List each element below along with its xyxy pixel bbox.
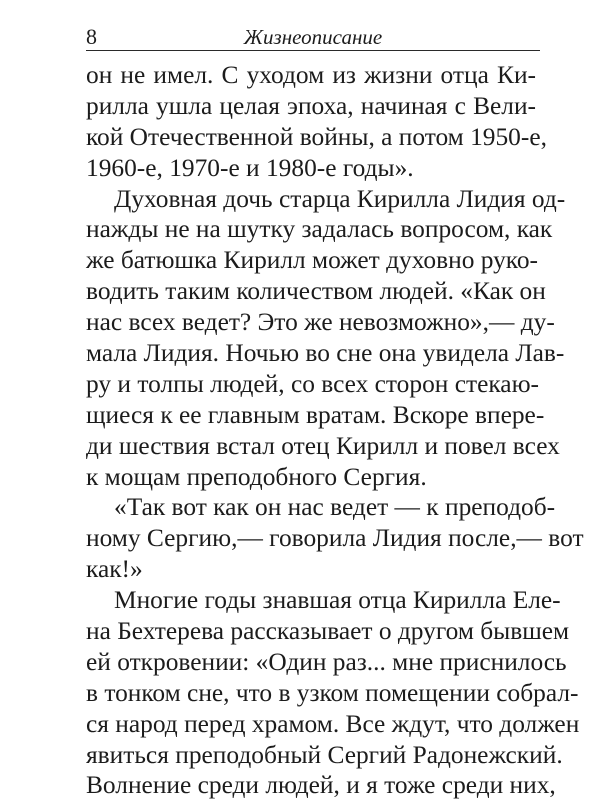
paragraph (86, 60, 547, 184)
text-line: «Так вот как он нас ведет — к преподоб- (114, 493, 556, 522)
text-line: в тонком сне, что в узком помещении собрал- (86, 678, 579, 707)
paragraph (86, 184, 566, 493)
page-number: 8 (86, 24, 97, 49)
body-text (86, 60, 584, 801)
text-line: к мощам преподобного Сергия. (86, 462, 427, 491)
text-line: рилла ушла целая эпоха, начиная с Вели- (86, 91, 536, 120)
text-line: мала Лидия. Ночью во сне она увидела Лав- (86, 339, 565, 368)
text-line: на Бехтерева рассказывает о другом бывшем (86, 617, 570, 646)
paragraph (86, 492, 584, 585)
text-line: кой Отечественной войны, а потом 1950-е, (86, 122, 547, 151)
text-line: 1960-е, 1970-е и 1980-е годы». (86, 153, 414, 182)
text-line: же батюшка Кирилл может духовно руко- (86, 246, 538, 275)
text-line: ному Сергию,— говорила Лидия после,— вот (86, 524, 584, 553)
text-line: как!» (86, 555, 143, 584)
text-line: щиеся к ее главным вратам. Вскоре впере- (86, 400, 545, 429)
text-line: ся народ перед храмом. Все ждут, что должен (86, 709, 580, 738)
text-line: Волнение среди людей, и я тоже среди них, (86, 771, 556, 800)
text-line: явиться преподобный Сергий Радонежский. (86, 740, 563, 769)
text-line: он не имел. С уходом из жизни отца Ки- (86, 61, 536, 89)
paragraph (86, 585, 580, 801)
section-title: Жизнеописание (243, 25, 383, 49)
text-line: нас всех ведет? Это же невозможно»,— ду- (86, 308, 555, 337)
text-line: Многие годы знавшая отца Кирилла Еле- (114, 586, 561, 615)
text-line: ру и толпы людей, со всех сторон стекаю- (86, 369, 539, 398)
text-line: Духовная дочь старца Кирилла Лидия од- (114, 184, 566, 213)
text-line: ей откровении: «Один раз... мне приснилось (86, 647, 567, 676)
text-line: нажды не на шутку задалась вопросом, как (86, 215, 553, 244)
text-line: ди шествия встал отец Кирилл и повел всех (86, 431, 560, 460)
running-head (86, 14, 540, 51)
text-line: водить таким количеством людей. «Как он (86, 277, 546, 306)
